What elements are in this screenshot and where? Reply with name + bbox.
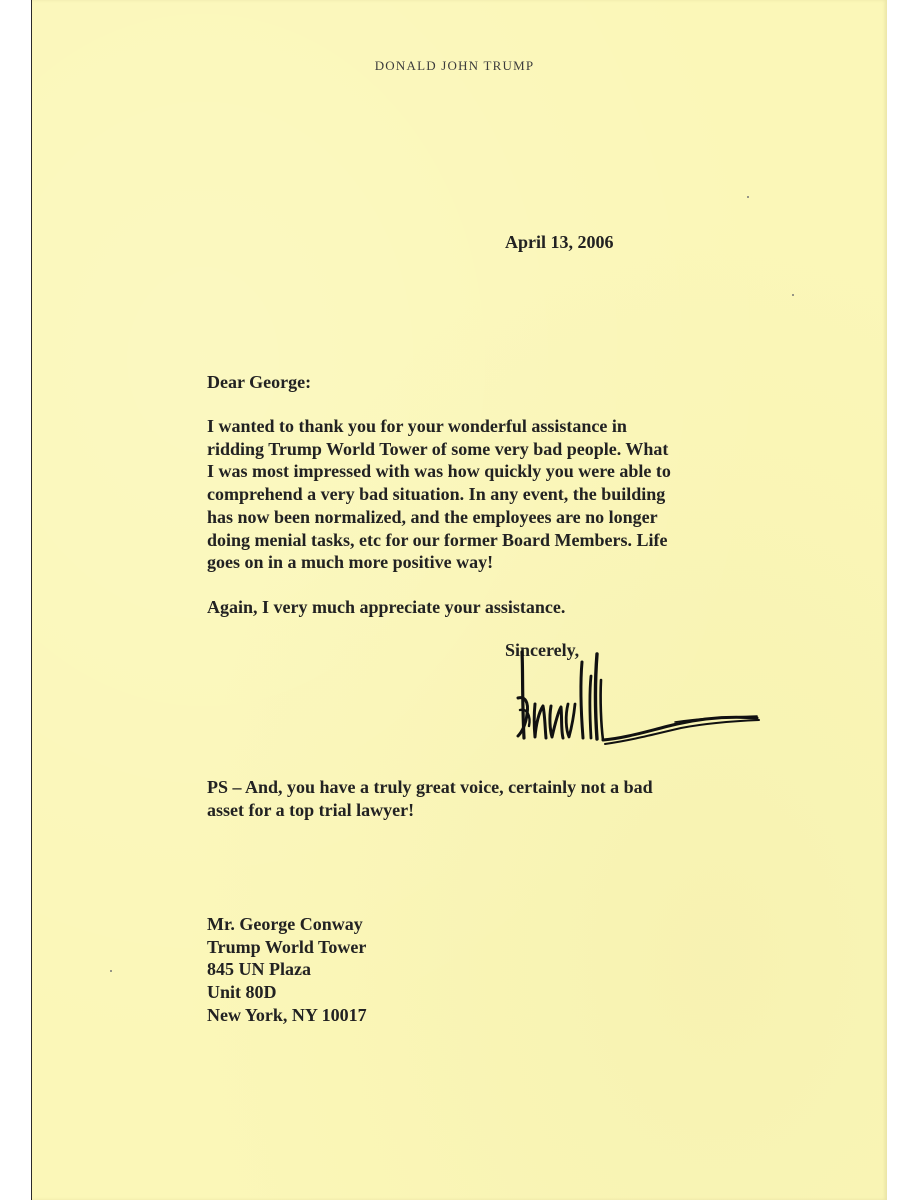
body-line: ridding Trump World Tower of some very bad people. What: [207, 438, 669, 459]
address-line: Mr. George Conway: [207, 914, 363, 934]
body-line: I was most impressed with was how quickly you were able to: [207, 461, 671, 482]
letter-date: April 13, 2006: [505, 232, 614, 252]
address-line: 845 UN Plaza: [207, 959, 311, 980]
body-line: goes on in a much more positive way!: [207, 552, 494, 573]
sign-off: Sincerely,: [505, 640, 580, 660]
postscript-line: PS – And, you have a truly great voice, certainly not a bad: [207, 777, 653, 797]
signature-image: [505, 640, 770, 752]
closing-line: Again, I very much appreciate your assistance.: [207, 597, 566, 617]
address-line: Trump World Tower: [207, 936, 367, 957]
address-line: Unit 80D: [207, 982, 277, 1003]
paper-speck: [747, 196, 749, 198]
address-line: New York, NY 10017: [207, 1004, 367, 1025]
letterhead: DONALD JOHN TRUMP: [374, 58, 535, 73]
body-paragraph: [207, 415, 671, 574]
paper-speck: [110, 970, 112, 972]
salutation: Dear George:: [207, 372, 312, 392]
body-line: comprehend a very bad situation. In any event, the building: [207, 484, 666, 505]
body-line: has now been normalized, and the employees are no longer: [207, 506, 658, 527]
postscript-line: asset for a top trial lawyer!: [207, 799, 415, 820]
postscript: [207, 776, 653, 821]
recipient-address: [207, 913, 367, 1027]
paper-speck: [792, 294, 794, 296]
body-line: I wanted to thank you for your wonderful assistance in: [207, 416, 627, 436]
body-line: doing menial tasks, etc for our former Board Members. Life: [207, 529, 668, 550]
